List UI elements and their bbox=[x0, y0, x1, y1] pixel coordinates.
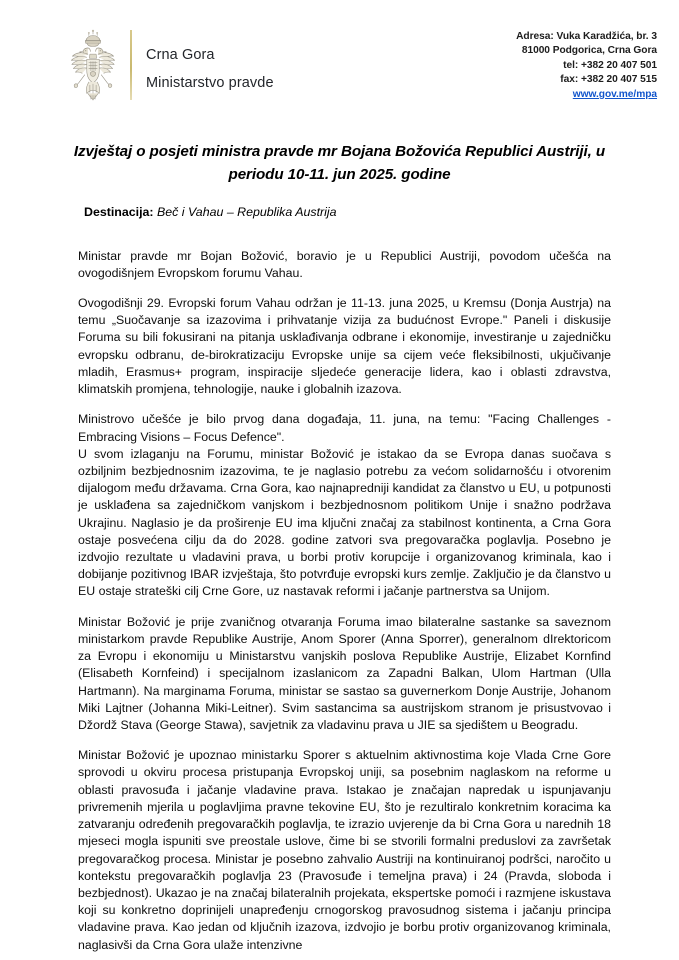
title-block bbox=[72, 140, 607, 186]
destination-value: Beč i Vahau – Republika Austrija bbox=[157, 205, 337, 220]
body-paragraph: Ministar pravde mr Bojan Božović, boravio je u Republici Austriji, povodom učešća na ovogodišnjem Evropskom forumu Vahau. bbox=[78, 248, 611, 280]
contact-fax: fax: +382 20 407 515 bbox=[560, 74, 657, 86]
destination-line bbox=[84, 204, 611, 221]
document-body bbox=[78, 248, 611, 954]
brand-text bbox=[132, 32, 274, 106]
website-link[interactable]: www.gov.me/mpa bbox=[572, 88, 657, 100]
organization-name: Crna Gora bbox=[146, 46, 215, 63]
body-paragraph: Ovogodišnji 29. Evropski forum Vahau održan je 11-13. juna 2025, u Kremsu (Donja Austrja) na temu „Suočavanje sa izazovima i prihvatanje vizija za budućnost Evrope." Paneli i diskusije Foruma su bili fokusirani na pitanja usklađivanja odbrane i ekonomije, investiranje u zajedničku evropsku odbranu, de-birokratizaciju Evropske unije sa cijem veće fleksibilnosti, ukjučivanje mladih, Erasmus+ program, inspiracije sljedeće generacije lidera, kao i oblasti zdravstva, klimatskih promjena, tehnologije, nauke i globalnih izazova. bbox=[78, 295, 611, 397]
body-paragraph: Ministrovo učešće je bilo prvog dana događaja, 11. juna, na temu: "Facing Challenges - Embracing Visions – Focus Defence". bbox=[78, 412, 611, 444]
contact-block bbox=[516, 26, 657, 102]
ministry-name: Ministarstvo pravde bbox=[146, 75, 274, 91]
body-paragraph: Ministar Božović je prije zvaničnog otvaranja Foruma imao bilateralne sastanke sa saveznom ministarkom pravde Republike Austrije, Anom Sporer (Anna Sporrer), generalnom dIrektoricom za Evropu i ekonomiju u Ministarstvu vanjskih poslova Republike Austrije, Elizabet Kornfind (Elisabeth Kornfeind) i specijalnom izaslanicom za Zapadni Balkan, Ulom Hartman (Ulla Hartmann). Na marginama Foruma, ministar se sastao sa guvernerkom Donje Austrije, Johanom Miki Lajtner (Johanna Miki-Leitner). Svim sastancima sa austrijskom stranom je prisustvovao i Džordž Stava (George Stawa), savjetnik za vladavinu prava u JIE sa sjedištem u Beogradu. bbox=[78, 614, 611, 733]
montenegro-coat-of-arms-icon bbox=[62, 26, 124, 106]
contact-address-line-2: 81000 Podgorica, Crna Gora bbox=[521, 45, 657, 57]
body-paragraph: Ministar Božović je upoznao ministarku Sporer s aktuelnim aktivnostima koje Vlada Crne Gore sprovodi u okviru procesa pristupanja Evropskoj uniji, sa posebnim naglaskom na reforme u oblasti pravosuđa i jačanje vladavine prava. Istakao je značajan napredak u ispunjavanju privremenih mjerila u poglavljima pravne tekovine EU, što je rezultiralo konkretnim koracima ka zatvaranju određenih pregovaračkih poglavlja, te izrazio uvjerenje da bi Crna Gora u narednih 18 mjeseci mogla ispuniti sve preostale uslove, čime bi se stvorili formalni preduslovi za završetak pregovaračkog procesa. Ministar je posebno zahvalio Austriji na kontinuiranoj podršci, naročito u kontekstu pregovaračkih poglavlja 23 (Pravosuđe i temeljna prava) i 24 (Pravda, sloboda i bezbjednost). Ukazao je na značaj bilateralnih projekata, ekspertske pomoći i razmjene iskustava koji su konkretno doprinijeli unapređenju crnogorskog pravosudnog sistema i jačanju principa vladavine prava. Kao jedan od ključnih izazova, izdvojio je borbu protiv organizovanog kriminala, naglasivši da Crna Gora ulaže intenzivne bbox=[78, 748, 611, 952]
destination-label: Destinacija: bbox=[84, 205, 154, 220]
contact-telephone: tel: +382 20 407 501 bbox=[563, 59, 657, 71]
brand-block bbox=[62, 26, 274, 106]
contact-address-line-1: Adresa: Vuka Karadžića, br. 3 bbox=[516, 31, 657, 42]
letterhead bbox=[0, 0, 679, 106]
page-title: Izvještaj o posjeti ministra pravde mr Bojana Božovića Republici Austriji, u periodu 10-11. jun 2025. godine bbox=[73, 143, 606, 184]
destination-wrapper bbox=[78, 204, 611, 221]
body-paragraph: U svom izlaganju na Forumu, ministar Božović je istakao da se Evropa danas suočava s ozbiljnim bezbjednosnim izazovima, te je naglasio potrebu za većom solidarnošću i otvorenim dijalogom među državama. Crna Gora, kao najnapredniji kandidat za članstvo u EU, u potpunosti je usklađena sa zajedničkom vanjskom i bezbjednosnom politikom Unije i snažno podržava Ukrajinu. Naglasio je da proširenje EU ima ključni značaj za stabilnost kontinenta, a Crna Gora ostaje posvećena cilju da do 2028. godine zatvori sva pregovaračka poglavlja. Posebno je izdvojio rezultate u vladavini prava, u borbi protiv korupcije i organizovanog kriminala, kao i dobijanje pozitivnog IBAR izvještaja, što potvrđuje evropski kurs zemlje. Zaključio je da članstvo u EU ostaje strateški cilj Crne Gore, uz nastavak reformi i jačanje partnerstva sa Unijom. bbox=[78, 446, 611, 599]
